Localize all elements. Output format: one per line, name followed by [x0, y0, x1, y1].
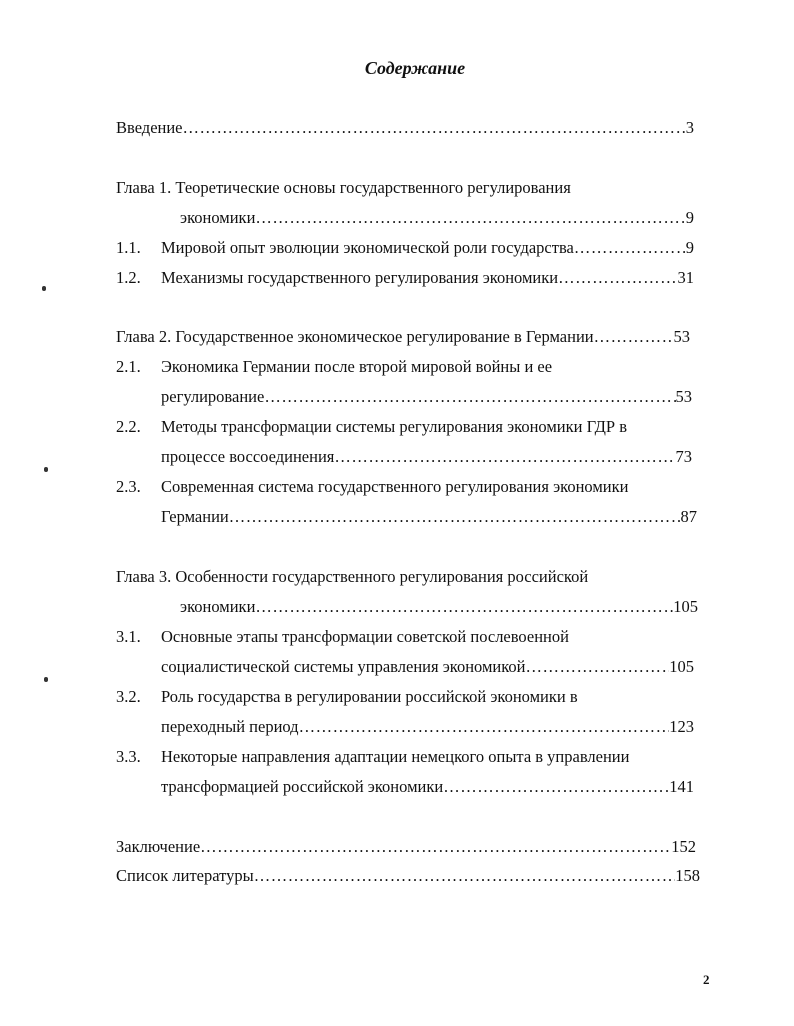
entry-label: Методы трансформации системы регулирования экономики ГДР в — [161, 417, 628, 436]
toc-section-2-2[interactable] — [116, 416, 627, 438]
toc-section-3-3-cont[interactable] — [161, 776, 694, 798]
entry-number: 1.1. — [116, 238, 141, 257]
toc-chapter-3-cont[interactable] — [180, 596, 698, 618]
toc-section-2-1[interactable] — [116, 356, 552, 378]
entry-number: 3.2. — [116, 687, 141, 706]
dot-leader — [254, 865, 676, 887]
dot-leader — [526, 656, 670, 678]
entry-label: социалистической системы управления экономикой — [161, 657, 526, 676]
entry-number: 2.3. — [116, 477, 141, 496]
page-number: 2 — [703, 972, 710, 987]
scan-speck — [44, 677, 48, 682]
entry-page: 123 — [669, 717, 694, 736]
entry-number: 2.2. — [116, 417, 141, 436]
entry-label: Экономика Германии после второй мировой войны и ее — [161, 357, 553, 376]
entry-page: 105 — [673, 597, 698, 616]
entry-number: 3.3. — [116, 747, 141, 766]
toc-chapter-2[interactable] — [116, 326, 690, 348]
toc-section-1-2[interactable] — [116, 267, 694, 289]
dot-leader — [183, 117, 686, 139]
dot-leader — [558, 267, 677, 289]
entry-page: 53 — [675, 387, 692, 406]
toc-chapter-1-cont[interactable] — [180, 207, 694, 229]
entry-label: регулирование — [161, 387, 265, 406]
toc-section-1-1[interactable] — [116, 237, 694, 259]
dot-leader — [229, 506, 681, 528]
entry-label: Глава 3. Особенности государственного регулирования российской — [116, 567, 589, 586]
toc-section-3-2[interactable] — [116, 686, 578, 708]
toc-section-2-3-cont[interactable] — [161, 506, 697, 528]
dot-leader — [299, 716, 670, 738]
dot-leader — [594, 326, 674, 348]
entry-label: экономики — [180, 597, 256, 616]
entry-page: 158 — [675, 866, 700, 885]
entry-page: 9 — [685, 208, 694, 227]
entry-label: экономики — [180, 208, 256, 227]
toc-section-2-3[interactable] — [116, 476, 628, 498]
dot-leader — [200, 836, 671, 858]
toc-section-2-1-cont[interactable] — [161, 386, 692, 408]
toc-entry-literature[interactable] — [116, 865, 700, 887]
entry-label: Глава 2. Государственное экономическое регулирование в Германии — [116, 327, 594, 346]
entry-number: 3.1. — [116, 627, 141, 646]
entry-page: 3 — [685, 118, 694, 137]
dot-leader — [574, 237, 686, 259]
entry-label: Некоторые направления адаптации немецкого опыта в управлении — [161, 747, 630, 766]
toc-section-3-1-cont[interactable] — [161, 656, 694, 678]
scan-speck — [42, 286, 46, 291]
entry-number: 2.1. — [116, 357, 141, 376]
dot-leader — [255, 207, 685, 229]
entry-label: трансформацией российской экономики — [161, 777, 444, 796]
entry-label: Список литературы — [116, 866, 254, 885]
entry-page: 73 — [675, 447, 692, 466]
entry-label: Роль государства в регулировании российской экономики в — [161, 687, 578, 706]
toc-section-3-2-cont[interactable] — [161, 716, 694, 738]
scan-speck — [44, 467, 48, 472]
entry-number: 1.2. — [116, 268, 141, 287]
entry-page: 31 — [677, 268, 694, 287]
toc-section-3-3[interactable] — [116, 746, 629, 768]
toc-entry-intro[interactable] — [116, 117, 694, 139]
dot-leader — [264, 386, 675, 408]
entry-page: 105 — [669, 657, 694, 676]
toc-section-3-1[interactable] — [116, 626, 569, 648]
entry-label: Введение — [116, 118, 183, 137]
toc-title: Содержание — [364, 58, 466, 78]
entry-page: 9 — [685, 238, 694, 257]
toc-section-2-2-cont[interactable] — [161, 446, 692, 468]
entry-label: Заключение — [116, 837, 201, 856]
entry-page: 87 — [680, 507, 697, 526]
entry-label: процессе воссоединения — [161, 447, 335, 466]
entry-label: Мировой опыт эволюции экономической роли государства — [161, 238, 574, 257]
entry-label: переходный период — [161, 717, 299, 736]
entry-label: Германии — [161, 507, 229, 526]
dot-leader — [334, 446, 675, 468]
entry-page: 141 — [669, 777, 694, 796]
entry-label: Основные этапы трансформации советской послевоенной — [161, 627, 569, 646]
entry-label: Глава 1. Теоретические основы государственного регулирования — [116, 178, 571, 197]
dot-leader — [443, 776, 669, 798]
entry-label: Механизмы государственного регулирования экономики — [161, 268, 559, 287]
toc-chapter-1-title[interactable] — [116, 177, 571, 199]
toc-chapter-3-title[interactable] — [116, 566, 588, 588]
entry-page: 152 — [671, 837, 696, 856]
toc-entry-conclusion[interactable] — [116, 836, 696, 858]
entry-page: 53 — [673, 327, 690, 346]
entry-label: Современная система государственного регулирования экономики — [161, 477, 629, 496]
dot-leader — [255, 596, 673, 618]
